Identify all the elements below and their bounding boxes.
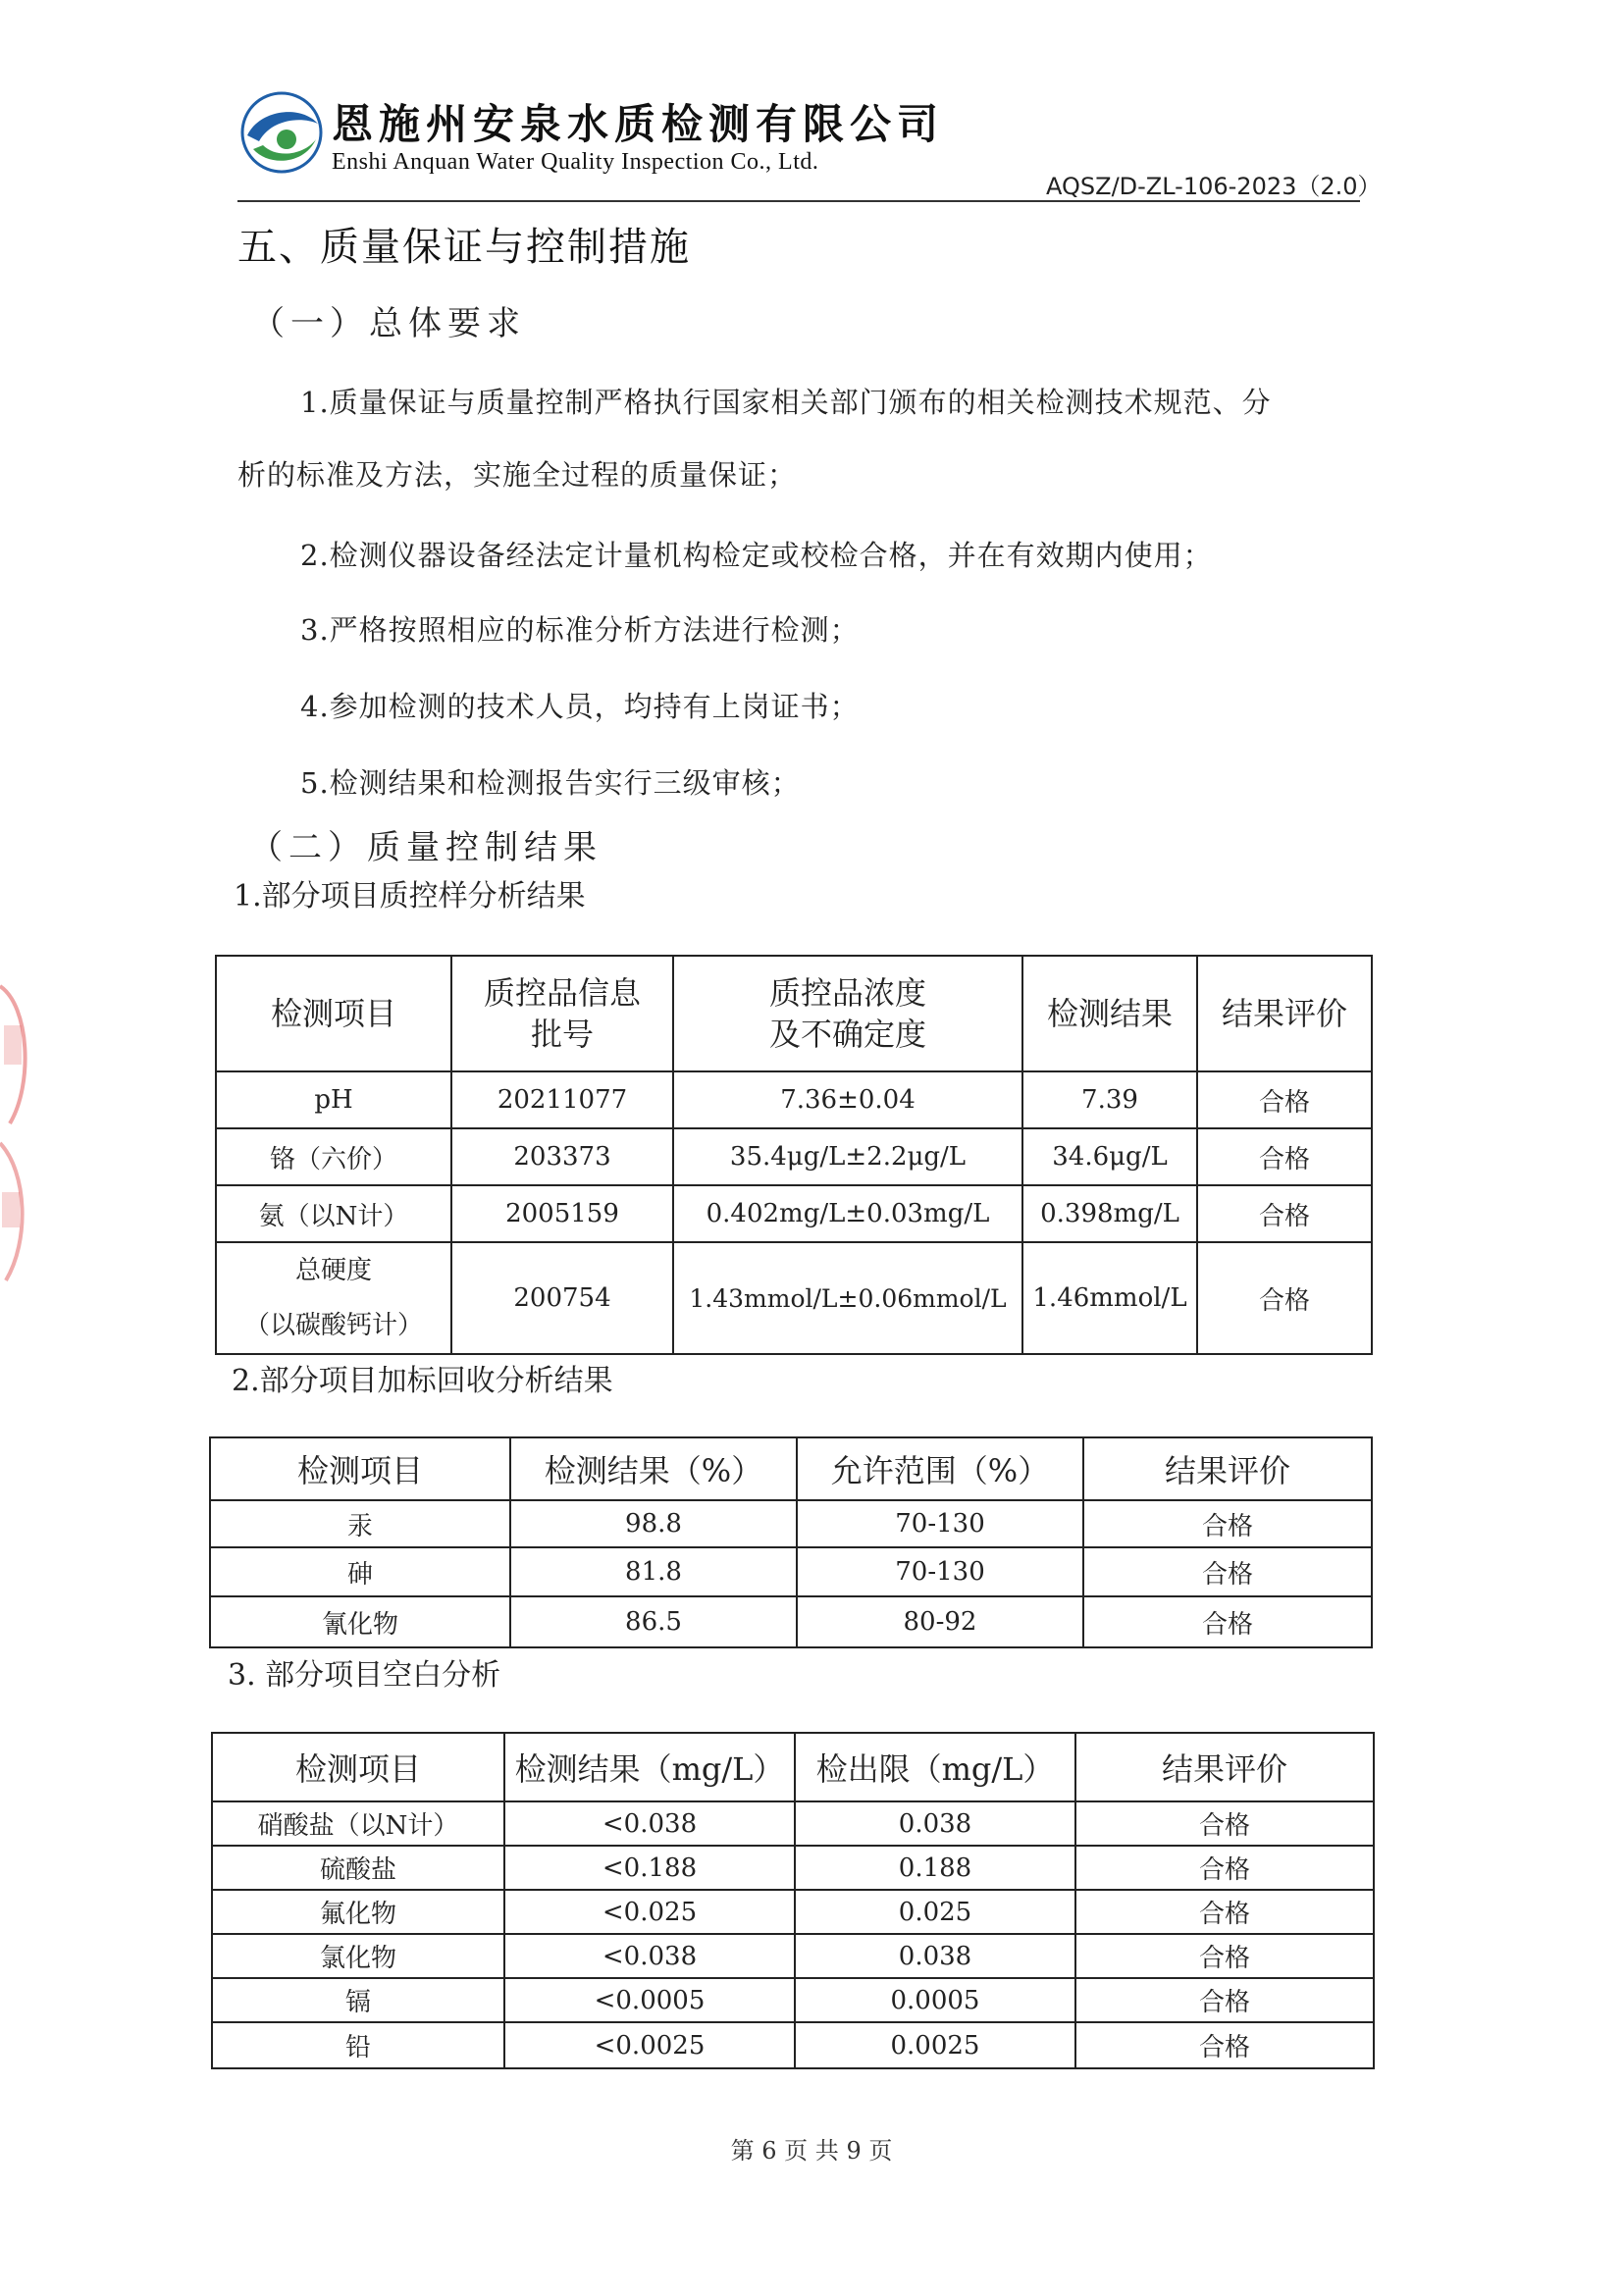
col-header-info (451, 956, 673, 1071)
cell-result: <0.038 (504, 1801, 795, 1846)
cell-batch: 20211077 (451, 1071, 673, 1128)
cell-range: 70-130 (797, 1500, 1083, 1547)
cell-result: <0.0025 (504, 2022, 795, 2068)
table-row (212, 2022, 1374, 2068)
table-row (212, 1978, 1374, 2022)
table-row (216, 1242, 1372, 1354)
col-header-conc (673, 956, 1022, 1071)
cell-eval: 合格 (1083, 1547, 1372, 1596)
company-name-en: Enshi Anquan Water Quality Inspection Co., Ltd. (332, 149, 819, 175)
cell-item-line1: 总硬度 (294, 1256, 372, 1285)
requirement-5: 5.检测结果和检测报告实行三级审核； (300, 766, 801, 800)
cell-item: 镉 (212, 1978, 504, 2022)
cell-eval: 合格 (1075, 1890, 1374, 1934)
table-row (212, 1801, 1374, 1846)
table-row (210, 1547, 1372, 1596)
col-header-limit: 检出限（mg/L） (795, 1733, 1075, 1801)
cell-item-line2: （以碳酸钙计） (243, 1311, 423, 1340)
cell-limit: 0.188 (795, 1846, 1075, 1890)
requirement-3: 3.严格按照相应的标准分析方法进行检测； (300, 613, 860, 647)
cell-result: 98.8 (510, 1500, 797, 1547)
cell-conc: 0.402mg/L±0.03mg/L (673, 1185, 1022, 1242)
requirement-1-line-1: 1.质量保证与质量控制严格执行国家相关部门颁布的相关检测技术规范、分 (300, 386, 1272, 419)
col-header-info-line1: 质控品信息 (483, 974, 641, 1012)
table3-title: 3. 部分项目空白分析 (228, 1658, 501, 1693)
table-row (216, 1128, 1372, 1185)
col-header-range: 允许范围（%） (797, 1437, 1083, 1500)
col-header-item: 检测项目 (210, 1437, 510, 1500)
requirement-1-line-2: 析的标准及方法，实施全过程的质量保证； (237, 458, 798, 492)
cell-result: <0.025 (504, 1890, 795, 1934)
cell-limit: 0.025 (795, 1890, 1075, 1934)
cell-result: <0.038 (504, 1934, 795, 1978)
col-header-eval: 结果评价 (1083, 1437, 1372, 1500)
cell-item: 汞 (210, 1500, 510, 1547)
col-header-item: 检测项目 (216, 956, 451, 1071)
company-logo-icon (239, 90, 324, 175)
cell-item: 氨（以N计） (216, 1185, 451, 1242)
cell-item: 硫酸盐 (212, 1846, 504, 1890)
qc-sample-table (215, 955, 1373, 1355)
blank-analysis-table (211, 1732, 1375, 2069)
cell-item: 铅 (212, 2022, 504, 2068)
cell-limit: 0.038 (795, 1934, 1075, 1978)
cell-item: 铬（六价） (216, 1128, 451, 1185)
cell-batch: 200754 (451, 1242, 673, 1354)
seal-stamp-icon (0, 966, 39, 1290)
col-header-eval: 结果评价 (1197, 956, 1372, 1071)
cell-item (216, 1242, 451, 1354)
cell-item: 氯化物 (212, 1934, 504, 1978)
cell-item: 砷 (210, 1547, 510, 1596)
col-header-info-line2: 批号 (530, 1016, 594, 1053)
cell-limit: 0.0025 (795, 2022, 1075, 2068)
company-name-cn: 恩施州安泉水质检测有限公司 (332, 100, 945, 148)
cell-result: 81.8 (510, 1547, 797, 1596)
col-header-result: 检测结果（mg/L） (504, 1733, 795, 1801)
document-code: AQSZ/D-ZL-106-2023（2.0） (1046, 173, 1382, 200)
cell-eval: 合格 (1075, 1934, 1374, 1978)
table-row (216, 1071, 1372, 1128)
cell-conc: 1.43mmol/L±0.06mmol/L (673, 1242, 1022, 1354)
requirement-4: 4.参加检测的技术人员，均持有上岗证书； (300, 690, 860, 723)
cell-result: 86.5 (510, 1596, 797, 1647)
cell-batch: 2005159 (451, 1185, 673, 1242)
general-requirements-heading: （一）总体要求 (251, 304, 526, 343)
header-divider (237, 200, 1360, 202)
cell-eval: 合格 (1075, 2022, 1374, 2068)
cell-result: <0.188 (504, 1846, 795, 1890)
col-header-item: 检测项目 (212, 1733, 504, 1801)
cell-result: 34.6μg/L (1022, 1128, 1197, 1185)
cell-item: 氟化物 (212, 1890, 504, 1934)
cell-eval: 合格 (1083, 1500, 1372, 1547)
table-row (212, 1846, 1374, 1890)
cell-eval: 合格 (1197, 1071, 1372, 1128)
cell-eval: 合格 (1197, 1242, 1372, 1354)
cell-range: 80-92 (797, 1596, 1083, 1647)
cell-conc: 7.36±0.04 (673, 1071, 1022, 1128)
col-header-conc-line1: 质控品浓度 (768, 974, 926, 1012)
cell-result: 0.398mg/L (1022, 1185, 1197, 1242)
table-header-row (212, 1733, 1374, 1801)
cell-range: 70-130 (797, 1547, 1083, 1596)
cell-eval: 合格 (1075, 1801, 1374, 1846)
cell-eval: 合格 (1197, 1128, 1372, 1185)
table-row (216, 1185, 1372, 1242)
section-title: 五、质量保证与控制措施 (237, 225, 691, 270)
col-header-result: 检测结果（%） (510, 1437, 797, 1500)
cell-result: <0.0005 (504, 1978, 795, 2022)
table-row (212, 1890, 1374, 1934)
cell-limit: 0.0005 (795, 1978, 1075, 2022)
table-row (210, 1596, 1372, 1647)
cell-eval: 合格 (1197, 1185, 1372, 1242)
spike-recovery-table (209, 1436, 1373, 1648)
table-row (210, 1500, 1372, 1547)
cell-result: 7.39 (1022, 1071, 1197, 1128)
col-header-eval: 结果评价 (1075, 1733, 1374, 1801)
cell-item: pH (216, 1071, 451, 1128)
cell-eval: 合格 (1083, 1596, 1372, 1647)
cell-result: 1.46mmol/L (1022, 1242, 1197, 1354)
col-header-conc-line2: 及不确定度 (768, 1016, 926, 1053)
cell-eval: 合格 (1075, 1846, 1374, 1890)
cell-item: 硝酸盐（以N计） (212, 1801, 504, 1846)
cell-batch: 203373 (451, 1128, 673, 1185)
cell-limit: 0.038 (795, 1801, 1075, 1846)
table-row (212, 1934, 1374, 1978)
col-header-result: 检测结果 (1022, 956, 1197, 1071)
cell-conc: 35.4μg/L±2.2μg/L (673, 1128, 1022, 1185)
table1-title: 1.部分项目质控样分析结果 (234, 879, 586, 913)
table2-title: 2.部分项目加标回收分析结果 (232, 1364, 613, 1398)
requirement-2: 2.检测仪器设备经法定计量机构检定或校检合格，并在有效期内使用； (300, 539, 1213, 572)
qc-results-heading: （二）质量控制结果 (249, 828, 602, 867)
table-header-row (216, 956, 1372, 1071)
cell-eval: 合格 (1075, 1978, 1374, 2022)
page-number: 第 6 页 共 9 页 (730, 2137, 893, 2165)
cell-item: 氰化物 (210, 1596, 510, 1647)
table-header-row (210, 1437, 1372, 1500)
